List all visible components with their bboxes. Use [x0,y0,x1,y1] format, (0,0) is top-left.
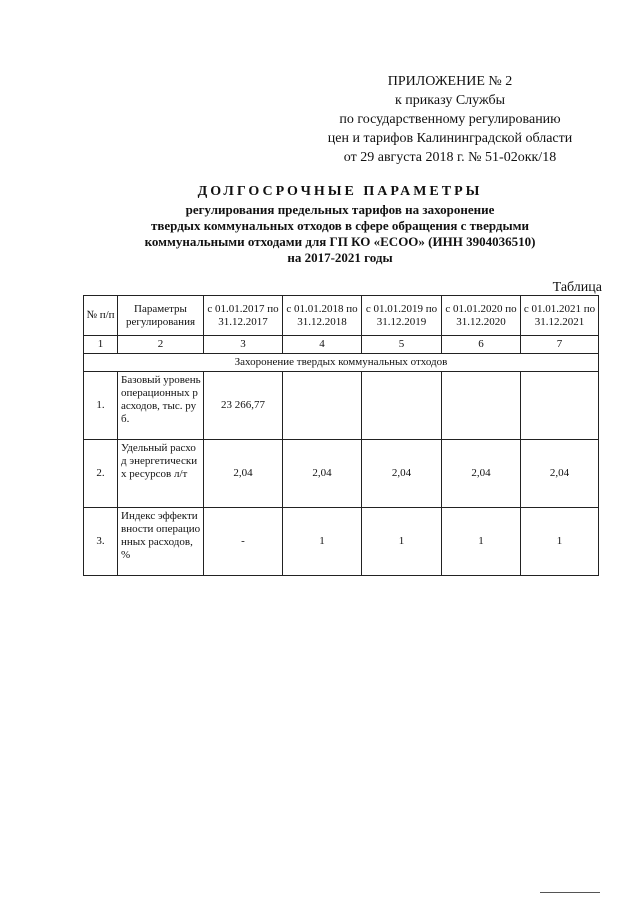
col-number: 6 [442,336,521,354]
row-num: 1. [84,372,118,440]
row-value: 1 [521,508,599,576]
row-value: 2,04 [204,440,283,508]
row-value: 1 [442,508,521,576]
row-value: 2,04 [521,440,599,508]
bottom-divider [540,892,600,893]
parameters-table [83,295,599,576]
section-row [84,354,599,372]
header-row [84,296,599,336]
document-title: ДОЛГОСРОЧНЫЕ ПАРАМЕТРЫ [197,184,483,199]
document-heading [90,184,590,266]
column-number-row [84,336,599,354]
row-param: Индекс эффективности операционных расходов, % [118,508,204,576]
col-number: 7 [521,336,599,354]
header-period-2018: с 01.01.2018 по 31.12.2018 [283,296,362,336]
header-period-2017: с 01.01.2017 по 31.12.2017 [204,296,283,336]
col-number: 3 [204,336,283,354]
col-number: 2 [118,336,204,354]
row-param: Базовый уровень операционных расходов, тыс. руб. [118,372,204,440]
row-value [362,372,442,440]
row-param: Удельный расход энергетических ресурсов л/т [118,440,204,508]
row-value: 2,04 [362,440,442,508]
appendix-title: ПРИЛОЖЕНИЕ № 2 [387,74,513,89]
header-period-2019: с 01.01.2019 по 31.12.2019 [362,296,442,336]
appendix-date: от 29 августа 2018 г. № 51-02окк/18 [343,150,557,165]
col-number: 5 [362,336,442,354]
row-num: 3. [84,508,118,576]
header-period-2021: с 01.01.2021 по 31.12.2021 [521,296,599,336]
row-value [521,372,599,440]
heading-line-4: на 2017-2021 годы [287,250,393,265]
row-value: 23 266,77 [204,372,283,440]
row-value: 1 [283,508,362,576]
row-value: - [204,508,283,576]
header-num: № п/п [84,296,118,336]
table-row [84,372,599,440]
appendix-region: цен и тарифов Калининградской области [327,131,573,146]
row-value [442,372,521,440]
table-row [84,508,599,576]
row-value: 2,04 [442,440,521,508]
heading-line-3: коммунальными отходами для ГП КО «ЕСОО» (ИНН 3904036510) [144,234,536,249]
col-number: 1 [84,336,118,354]
row-value: 1 [362,508,442,576]
header-param: Параметры регулирования [118,296,204,336]
row-num: 2. [84,440,118,508]
row-value: 2,04 [283,440,362,508]
appendix-block [300,72,600,167]
section-title: Захоронение твердых коммунальных отходов [84,354,599,372]
appendix-service: по государственному регулированию [339,112,561,127]
table-caption: Таблица [552,280,602,295]
col-number: 4 [283,336,362,354]
heading-line-2: твердых коммунальных отходов в сфере обращения с твердыми [151,218,529,233]
heading-line-1: регулирования предельных тарифов на захоронение [185,202,495,217]
row-value [283,372,362,440]
appendix-order: к приказу Службы [395,93,505,108]
header-period-2020: с 01.01.2020 по 31.12.2020 [442,296,521,336]
table-row [84,440,599,508]
